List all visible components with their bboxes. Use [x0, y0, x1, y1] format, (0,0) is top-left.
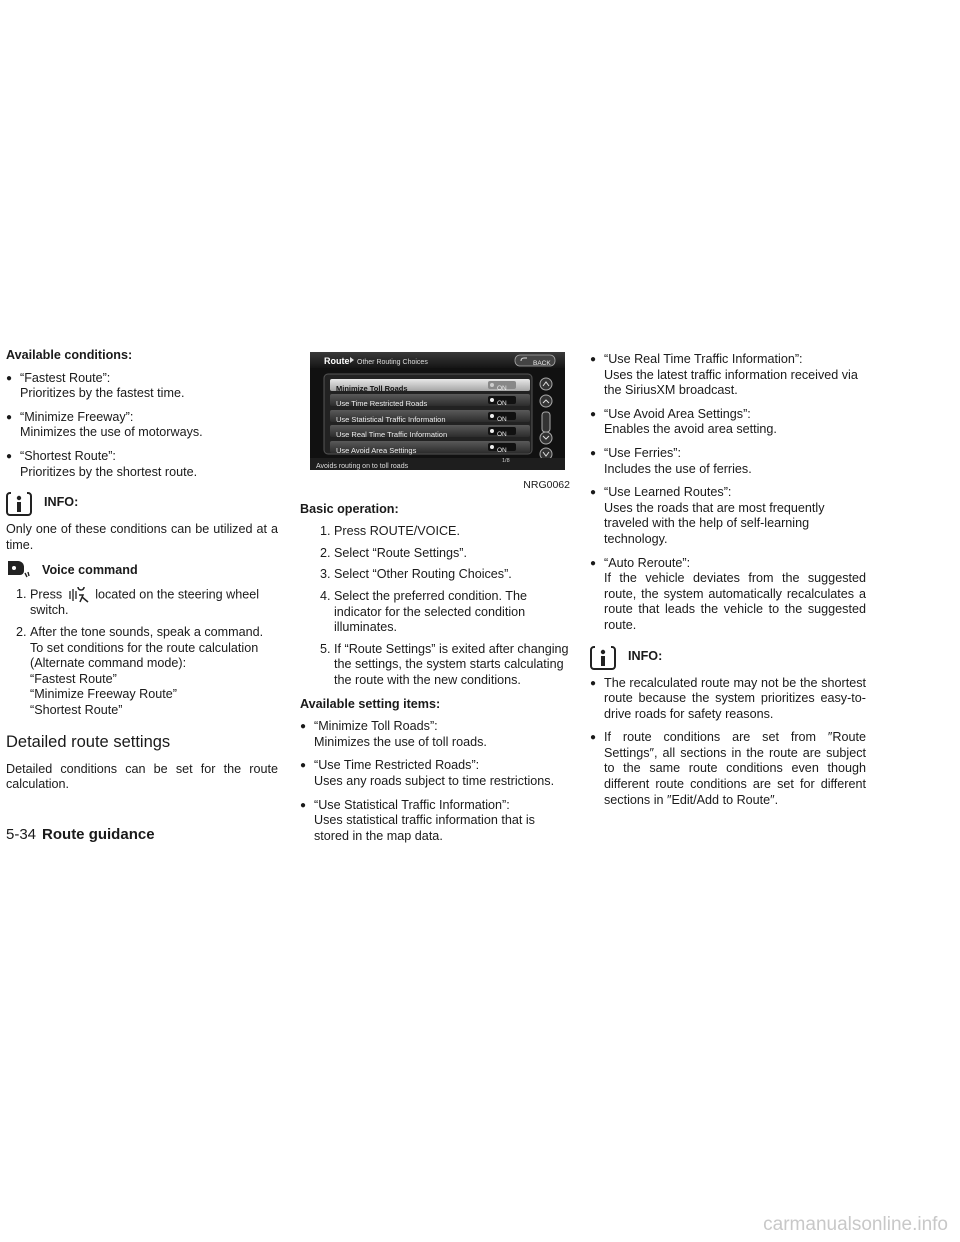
- condition-desc: Prioritizes by the fastest time.: [20, 386, 185, 401]
- condition-item: [6, 449, 278, 480]
- setting-name: ● “Use Learned Routes”:: [604, 485, 732, 500]
- step-text: Select “Other Routing Choices”.: [334, 567, 512, 582]
- condition-desc: Minimizes the use of motorways.: [20, 425, 203, 440]
- setting-item: [590, 407, 866, 438]
- setting-item: [590, 446, 866, 477]
- screen-row-state: ON: [497, 431, 507, 438]
- setting-item: [300, 719, 570, 750]
- info-item: ● If route conditions are set from ″Route Settings″, all sections in the route are subject to the same route conditions even though different route conditions are set for different sections in ″Edit/Add to Route″.: [590, 730, 866, 808]
- condition-item: [6, 410, 278, 441]
- setting-name: ● “Use Statistical Traffic Information”:: [314, 797, 510, 812]
- right-column: [590, 352, 866, 816]
- voice-step: [6, 625, 278, 719]
- setting-name: ● “Use Time Restricted Roads”:: [314, 758, 480, 773]
- step-number: 4.: [320, 588, 331, 603]
- screen-row-state: ON: [497, 400, 507, 407]
- screen-subtitle: Other Routing Choices: [357, 359, 428, 366]
- setting-name: ● “Use Avoid Area Settings”:: [604, 406, 751, 421]
- setting-name: ● “Auto Reroute”:: [604, 555, 691, 570]
- command-item: “Minimize Freeway Route”: [30, 687, 177, 702]
- step-text: Select “Route Settings”.: [334, 545, 467, 560]
- step-text: Select the preferred condition. The indicator for the selected condition illuminates.: [334, 588, 527, 635]
- basic-steps: [300, 524, 570, 688]
- screen-row-label: Use Avoid Area Settings: [336, 446, 417, 455]
- info-item: ● The recalculated route may not be the shortest route because the system prioritizes easy-to-drive roads for safety reasons.: [590, 676, 866, 723]
- basic-step: [310, 642, 570, 689]
- setting-desc: If the vehicle deviates from the suggested route, the system automatically recalculates a route that leads the vehicle to the suggested route.: [604, 571, 866, 632]
- setting-desc: Includes the use of ferries.: [604, 461, 752, 476]
- section-title: Detailed route settings: [6, 732, 171, 751]
- condition-name: ● “Minimize Freeway”:: [20, 409, 134, 424]
- screen-row-label: Use Real Time Traffic Information: [336, 430, 448, 439]
- condition-name: ● “Shortest Route”:: [20, 448, 116, 463]
- figure-caption: NRG0062: [523, 479, 570, 491]
- middle-column: [300, 352, 570, 852]
- condition-item: [6, 371, 278, 402]
- screen-row-label: Use Statistical Traffic Information: [336, 415, 446, 424]
- setting-desc: Uses statistical traffic information that is stored in the map data.: [314, 813, 535, 843]
- screen-page-indicator: 1/8: [502, 458, 510, 464]
- setting-item: [590, 352, 866, 399]
- step2-text: After the tone sounds, speak a command. To set conditions for the route calculation (Alternate command mode):: [30, 624, 264, 671]
- basic-operation-heading: Basic operation:: [300, 501, 399, 516]
- setting-item: [590, 485, 866, 547]
- info-text: Only one of these conditions can be utilized at a time.: [6, 522, 278, 552]
- setting-desc: Uses the latest traffic information received via the SiriusXM broadcast.: [604, 367, 858, 398]
- info-label: INFO:: [628, 648, 663, 663]
- watermark: carmanualsonline.info: [763, 1214, 948, 1235]
- left-column: [6, 348, 278, 799]
- step-text: If “Route Settings” is exited after changing the settings, the system starts calculating the route with the new conditions.: [334, 641, 569, 687]
- screen-row-state: ON: [497, 385, 507, 392]
- basic-step: [310, 546, 570, 562]
- talk-switch-icon: [68, 587, 90, 603]
- screen-back-button: BACK: [533, 360, 551, 367]
- voice-command-label: Voice command: [42, 562, 138, 577]
- section-text: Detailed conditions can be set for the route calculation.: [6, 761, 278, 792]
- info-label: INFO:: [44, 495, 79, 510]
- command-item: “Shortest Route”: [30, 702, 123, 717]
- screen-row-state: ON: [497, 416, 507, 423]
- footer-title: Route guidance: [42, 826, 155, 843]
- available-conditions-heading: Available conditions:: [6, 348, 133, 362]
- basic-step: [310, 524, 570, 540]
- step-number: 1.: [320, 524, 331, 539]
- screen-title: Route: [324, 356, 350, 366]
- setting-item: [590, 556, 866, 634]
- info-block: [590, 642, 866, 672]
- screen-row-label: Use Time Restricted Roads: [336, 399, 428, 408]
- setting-name: ● “Minimize Toll Roads”:: [314, 719, 438, 734]
- voice-command-icon: [6, 559, 32, 581]
- step1-pre: Press: [30, 587, 63, 602]
- setting-name: ● “Use Real Time Traffic Information”:: [604, 352, 803, 366]
- step-text: Press ROUTE/VOICE.: [334, 524, 460, 539]
- info-icon: [6, 490, 32, 516]
- nav-screen-image: [310, 352, 565, 470]
- setting-item: [300, 798, 570, 845]
- page-number: 5-34: [6, 826, 37, 843]
- setting-items-heading: Available setting items:: [300, 696, 441, 711]
- step-number: 2.: [320, 545, 331, 560]
- setting-name: ● “Use Ferries”:: [604, 445, 681, 460]
- info-icon: [590, 644, 616, 670]
- setting-desc: Uses any roads subject to time restrictions.: [314, 773, 555, 788]
- step-number: 3.: [320, 567, 331, 582]
- setting-item: [300, 758, 570, 789]
- page-footer: [6, 826, 155, 843]
- basic-step: [310, 589, 570, 636]
- step-number: 5.: [320, 641, 331, 656]
- condition-name: ● “Fastest Route”:: [20, 370, 111, 385]
- setting-desc: Minimizes the use of toll roads.: [314, 734, 487, 749]
- command-item: “Fastest Route”: [30, 671, 117, 686]
- voice-step: [6, 587, 278, 619]
- basic-step: [310, 567, 570, 583]
- setting-desc: Enables the avoid area setting.: [604, 422, 777, 437]
- info-block: [6, 488, 278, 518]
- voice-command-heading: [6, 559, 278, 581]
- screen-status-text: Avoids routing on to toll roads: [316, 463, 409, 470]
- condition-desc: Prioritizes by the shortest route.: [20, 464, 198, 479]
- screen-row-label: Minimize Toll Roads: [336, 384, 408, 393]
- step-number: 2.: [16, 624, 27, 639]
- screen-row-state: ON: [497, 447, 507, 454]
- setting-desc: Uses the roads that are most frequently traveled with the help of self-learning technology.: [604, 500, 825, 546]
- step1-post: located on the steering wheel switch.: [30, 587, 260, 618]
- step-number: 1.: [16, 587, 27, 602]
